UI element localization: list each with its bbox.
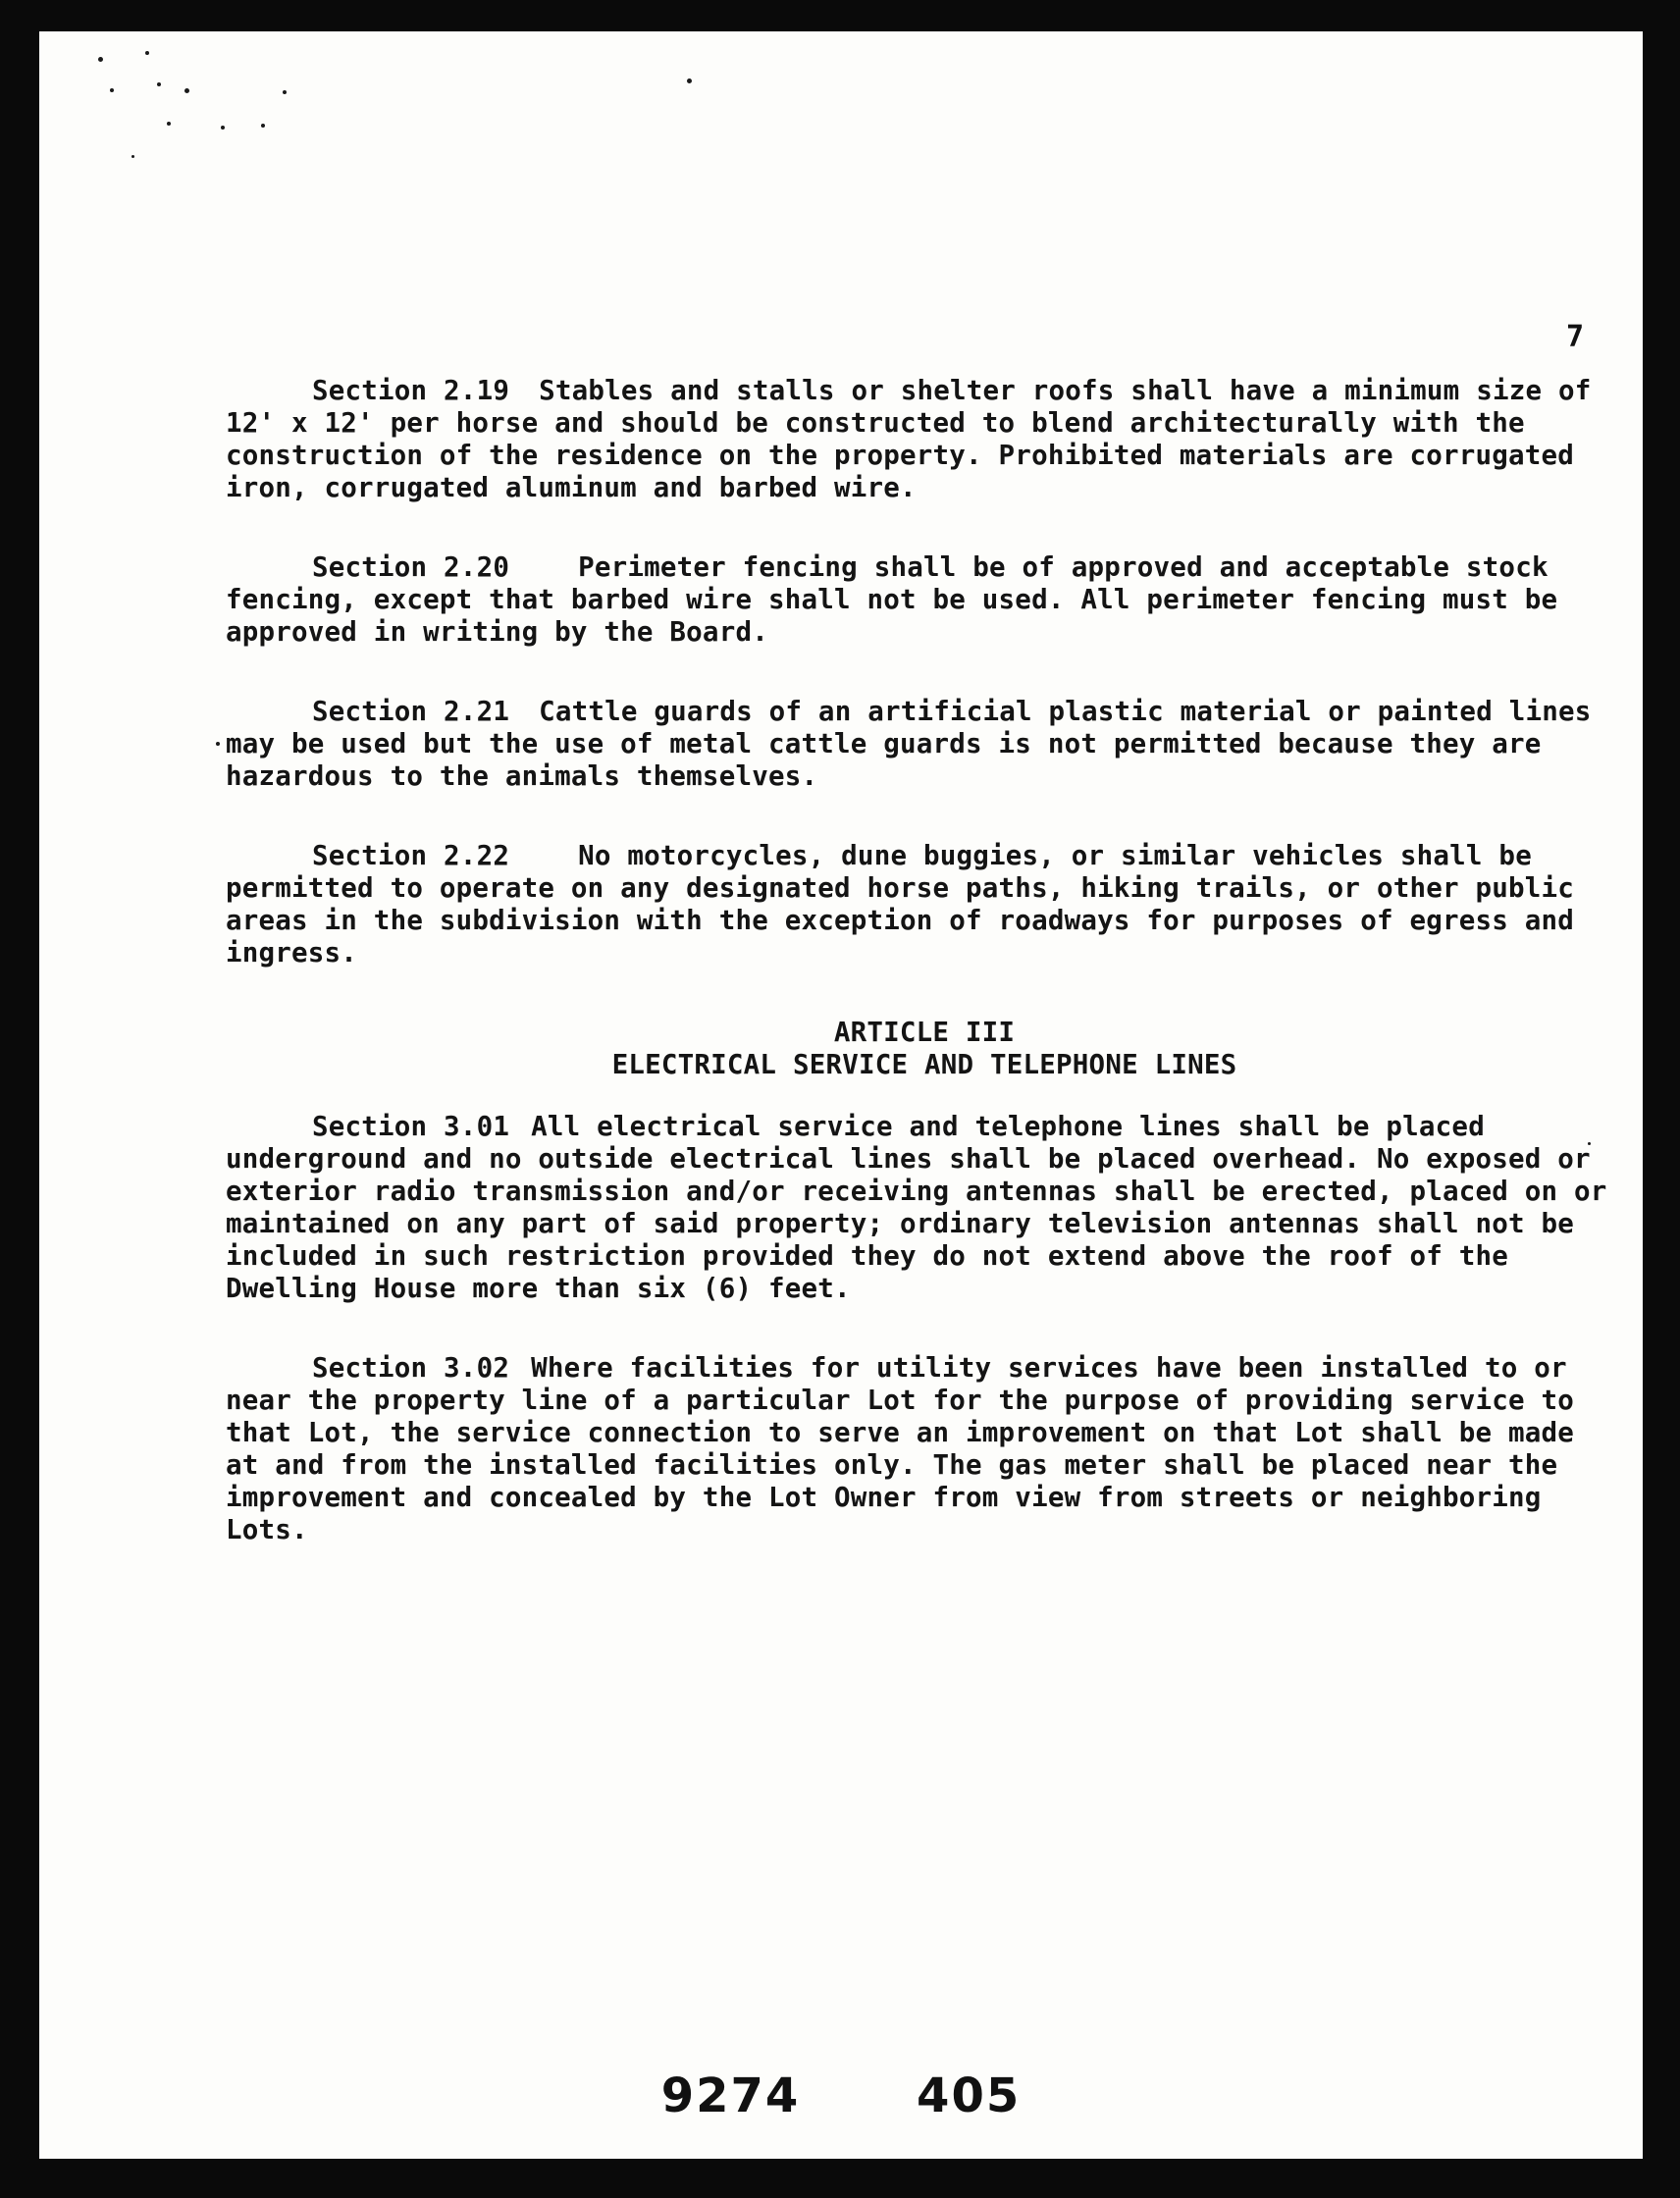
- section-label: Section 2.20: [312, 551, 510, 583]
- scan-speck: [98, 57, 103, 62]
- section-2-20: [226, 551, 1623, 649]
- section-label: Section 3.02: [312, 1352, 510, 1384]
- book-number: 9274: [660, 2068, 801, 2123]
- section-text: Stables and stalls or shelter roofs shall have a minimum size of 12' x 12' per horse and should be constructed to blend architecturally with the construction of the residence on the property. Prohibited materials are corrugated iron, corrugated aluminum and barbed wire.: [226, 375, 1608, 503]
- scan-speck: [131, 155, 134, 158]
- page-reference: 405: [917, 2068, 1022, 2123]
- document-body: [226, 375, 1623, 1594]
- section-2-22: [226, 840, 1623, 969]
- scan-speck: [184, 88, 189, 93]
- section-label: Section 2.21: [312, 696, 510, 727]
- scan-speck: [145, 51, 149, 55]
- section-text: All electrical service and telephone lines shall be placed underground and no outside electrical lines shall be placed overhead. No exposed or exterior radio transmission and/or receiving antennas shall be erected, placed on or maintained on any part of said property; ordinary television antennas shall not be included in such restriction provided they do not extend above the roof of the Dwelling House more than six (6) feet.: [226, 1111, 1624, 1304]
- scan-speck: [110, 88, 114, 92]
- section-2-19: [226, 375, 1623, 504]
- article-number: ARTICLE III: [833, 1017, 1016, 1048]
- section-text: No motorcycles, dune buggies, or similar vehicles shall be permitted to operate on any designated horse paths, hiking trails, or other public areas in the subdivision with the exception of roadways for purposes of egress and ingress.: [226, 840, 1591, 968]
- scan-speck: [167, 122, 171, 126]
- page-number: 7: [1566, 320, 1585, 354]
- section-3-01: [226, 1111, 1623, 1305]
- article-heading: [226, 1017, 1623, 1081]
- scan-speck: [283, 90, 287, 94]
- section-label: Section 2.19: [312, 375, 510, 406]
- scan-speck: [216, 742, 220, 746]
- scan-speck: [261, 124, 265, 128]
- section-text: Cattle guards of an artificial plastic material or painted lines may be used but the use of metal cattle guards is not permitted because they are hazardous to the animals themselves.: [226, 696, 1608, 792]
- scan-speck: [687, 78, 692, 83]
- section-label: Section 2.22: [312, 840, 510, 871]
- section-3-02: [226, 1352, 1623, 1546]
- section-text: Perimeter fencing shall be of approved and acceptable stock fencing, except that barbed wire shall not be used. All perimeter fencing must be approved in writing by the Board.: [226, 551, 1575, 648]
- document-page: [39, 31, 1643, 2159]
- section-2-21: [226, 696, 1623, 793]
- article-title: ELECTRICAL SERVICE AND TELEPHONE LINES: [611, 1049, 1237, 1080]
- section-text: Where facilities for utility services have been installed to or near the property line of a particular Lot for the purpose of providing service to that Lot, the service connection to serve an improvement on that Lot shall be made at and from the installed facilities only. The gas meter shall be placed near the improvement and concealed by the Lot Owner from view from streets or neighboring Lots.: [226, 1352, 1591, 1545]
- section-label: Section 3.01: [312, 1111, 510, 1142]
- scan-speck: [157, 82, 161, 86]
- recording-stamp: [39, 2068, 1643, 2123]
- scan-speck: [221, 126, 225, 130]
